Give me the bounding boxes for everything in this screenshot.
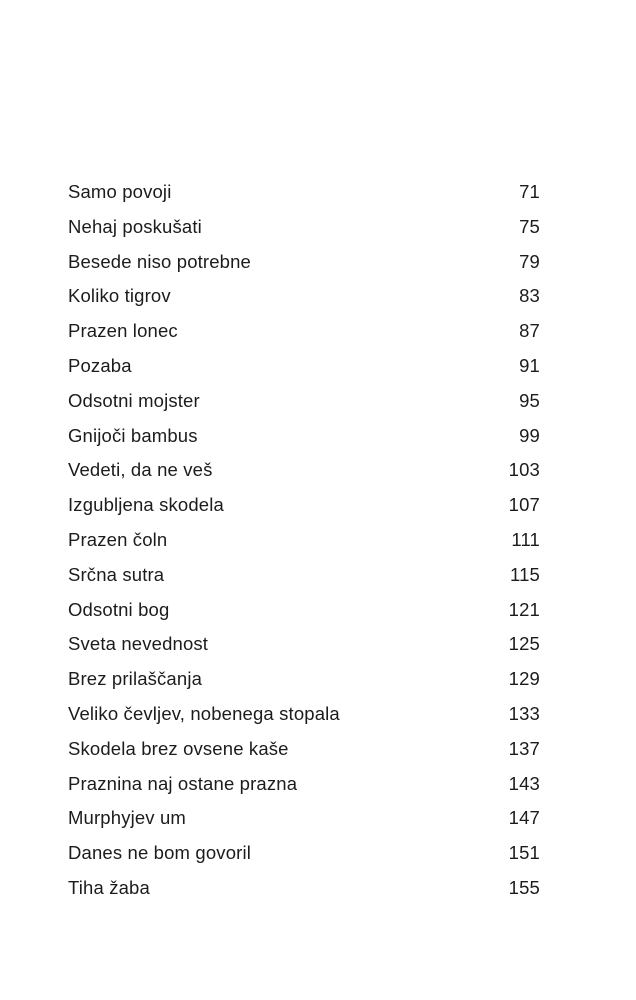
toc-entry[interactable]: [68, 732, 540, 767]
toc-entry[interactable]: [68, 662, 540, 697]
toc-entry-page: 79: [519, 250, 540, 272]
toc-entry[interactable]: [68, 175, 540, 210]
toc-entry-page: 87: [519, 320, 540, 342]
toc-entry[interactable]: [68, 558, 540, 593]
toc-entry-title: Odsotni mojster: [68, 389, 200, 411]
toc-entry-page: 107: [508, 494, 540, 516]
toc-entry-title: Koliko tigrov: [68, 285, 171, 307]
toc-entry-title: Sveta nevednost: [68, 633, 209, 655]
toc-entry[interactable]: [68, 384, 540, 419]
toc-entry-title: Srčna sutra: [68, 563, 165, 585]
toc-entry-page: 155: [508, 876, 540, 898]
toc-entry[interactable]: [68, 314, 540, 349]
toc-entry-title: Veliko čevljev, nobenega stopala: [68, 702, 340, 724]
toc-entry-page: 95: [519, 389, 540, 411]
toc-entry-page: 151: [508, 842, 540, 864]
toc-entry-title: Pozaba: [68, 354, 132, 376]
toc-entry[interactable]: [68, 593, 540, 628]
toc-entry-page: 83: [519, 285, 540, 307]
toc-entry-page: 111: [511, 528, 540, 550]
toc-entry-title: Besede niso potrebne: [68, 250, 251, 272]
toc-entry-title: Praznina naj ostane prazna: [68, 772, 298, 794]
toc-entry-page: 129: [508, 668, 540, 690]
toc-entry[interactable]: [68, 419, 540, 454]
toc-entry-title: Nehaj poskušati: [68, 215, 202, 237]
toc-entry-title: Gnijoči bambus: [68, 424, 198, 446]
toc-entry-title: Brez prilaščanja: [68, 668, 203, 690]
toc-entry[interactable]: [68, 210, 540, 245]
toc-entry-page: 103: [508, 459, 540, 481]
toc-entry-page: 75: [519, 215, 540, 237]
toc-entry[interactable]: [68, 488, 540, 523]
toc-entry[interactable]: [68, 871, 540, 906]
toc-entry-title: Tiha žaba: [68, 876, 150, 898]
toc-entry[interactable]: [68, 279, 540, 314]
toc-entry-title: Danes ne bom govoril: [68, 842, 251, 864]
toc-entry-title: Samo povoji: [68, 181, 172, 202]
toc-entry[interactable]: [68, 245, 540, 280]
toc-entry-page: 133: [508, 702, 540, 724]
toc-entry[interactable]: [68, 801, 540, 836]
toc-entry[interactable]: [68, 836, 540, 871]
toc-entry-page: 121: [508, 598, 540, 620]
toc-entry-page: 137: [508, 737, 540, 759]
toc-entry-title: Skodela brez ovsene kaše: [68, 737, 289, 759]
toc-entry-title: Prazen lonec: [68, 320, 178, 342]
toc-entry-page: 99: [519, 424, 540, 446]
toc-entry-page: 115: [510, 563, 540, 585]
toc-entry[interactable]: [68, 453, 540, 488]
toc-entry[interactable]: [68, 523, 540, 558]
toc-entry-page: 125: [508, 633, 540, 655]
toc-entry-title: Prazen čoln: [68, 528, 168, 550]
toc-entry-title: Murphyjev um: [68, 807, 186, 829]
toc-entry-page: 91: [519, 354, 540, 376]
toc-entry[interactable]: [68, 627, 540, 662]
toc-entry-page: 143: [508, 772, 540, 794]
table-of-contents: [68, 175, 540, 906]
toc-entry[interactable]: [68, 349, 540, 384]
toc-entry[interactable]: [68, 767, 540, 802]
toc-entry-title: Vedeti, da ne veš: [68, 459, 213, 481]
toc-entry-title: Izgubljena skodela: [68, 494, 224, 516]
toc-entry-page: 71: [519, 181, 540, 202]
toc-entry-page: 147: [508, 807, 540, 829]
toc-entry[interactable]: [68, 697, 540, 732]
toc-entry-title: Odsotni bog: [68, 598, 170, 620]
